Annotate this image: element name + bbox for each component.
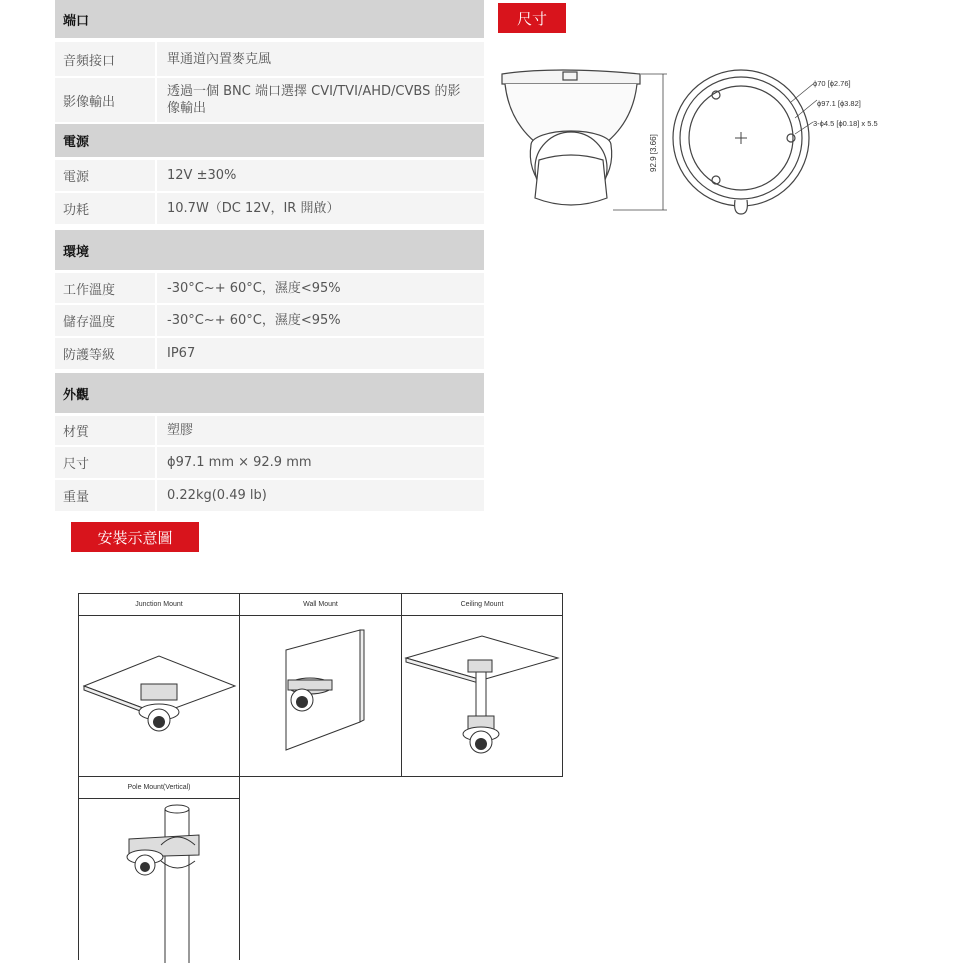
spec-row	[55, 480, 484, 513]
height-label: 92.9 [3.66]	[649, 134, 658, 172]
spec-value: 單通道內置麥克風	[157, 42, 484, 76]
spec-value: -30°C~+ 60°C，濕度<95%	[157, 273, 484, 303]
spec-value: 透過一個 BNC 端口選擇 CVI/TVI/AHD/CVBS 的影像輸出	[157, 78, 484, 122]
pole-mount-title: Pole Mount(Vertical)	[79, 777, 239, 799]
spec-row	[55, 447, 484, 480]
dimensions-badge: 尺寸	[498, 3, 566, 33]
spec-row	[55, 305, 484, 338]
spec-value: 12V ±30%	[157, 160, 484, 191]
section-env-title: 環境	[55, 230, 484, 271]
camera-side-view	[502, 70, 640, 205]
junction-mount-illustration	[79, 616, 239, 776]
spec-row	[55, 78, 484, 124]
spec-value: -30°C~+ 60°C，濕度<95%	[157, 305, 484, 336]
install-badge: 安裝示意圖	[71, 522, 199, 552]
section-power-title: 電源	[55, 124, 484, 158]
dim-label-70: ϕ70 [ϕ2.76]	[813, 79, 851, 88]
spec-row	[55, 338, 484, 371]
spec-key: 重量	[55, 480, 157, 511]
spec-key: 儲存溫度	[55, 305, 157, 336]
pole-mount-illustration	[79, 799, 239, 963]
spec-row	[55, 193, 484, 226]
pole-mount-panel	[78, 776, 240, 960]
dim-label-97: ϕ97.1 [ϕ3.82]	[817, 99, 861, 108]
section-port-title: 端口	[55, 0, 484, 39]
spec-key: 尺寸	[55, 447, 157, 478]
wall-mount-panel	[239, 593, 402, 777]
spec-row	[55, 416, 484, 447]
spec-value: 塑膠	[157, 416, 484, 445]
spec-row	[55, 160, 484, 193]
spec-row	[55, 42, 484, 78]
spec-value: 10.7W（DC 12V，IR 開啟）	[157, 193, 484, 224]
dim-label-holes: 3-ϕ4.5 [ϕ0.18] x 5.5	[813, 119, 878, 128]
spec-value: ϕ97.1 mm × 92.9 mm	[157, 447, 484, 478]
spec-value: 0.22kg(0.49 lb)	[157, 480, 484, 511]
spec-key: 影像輸出	[55, 78, 157, 122]
wall-mount-title: Wall Mount	[240, 594, 401, 616]
spec-key: 防護等級	[55, 338, 157, 369]
dimension-drawing	[495, 60, 915, 220]
spec-key: 電源	[55, 160, 157, 191]
wall-mount-illustration	[240, 616, 401, 776]
spec-key: 材質	[55, 416, 157, 445]
ceiling-mount-title: Ceiling Mount	[402, 594, 562, 616]
spec-key: 功耗	[55, 193, 157, 224]
junction-mount-panel	[78, 593, 240, 777]
spec-value: IP67	[157, 338, 484, 369]
junction-mount-title: Junction Mount	[79, 594, 239, 616]
ceiling-mount-panel	[401, 593, 563, 777]
spec-table	[55, 0, 484, 513]
ceiling-mount-illustration	[402, 616, 562, 776]
spec-key: 音頻接口	[55, 42, 157, 76]
spec-key: 工作溫度	[55, 273, 157, 303]
section-look-title: 外觀	[55, 373, 484, 414]
spec-row	[55, 273, 484, 305]
